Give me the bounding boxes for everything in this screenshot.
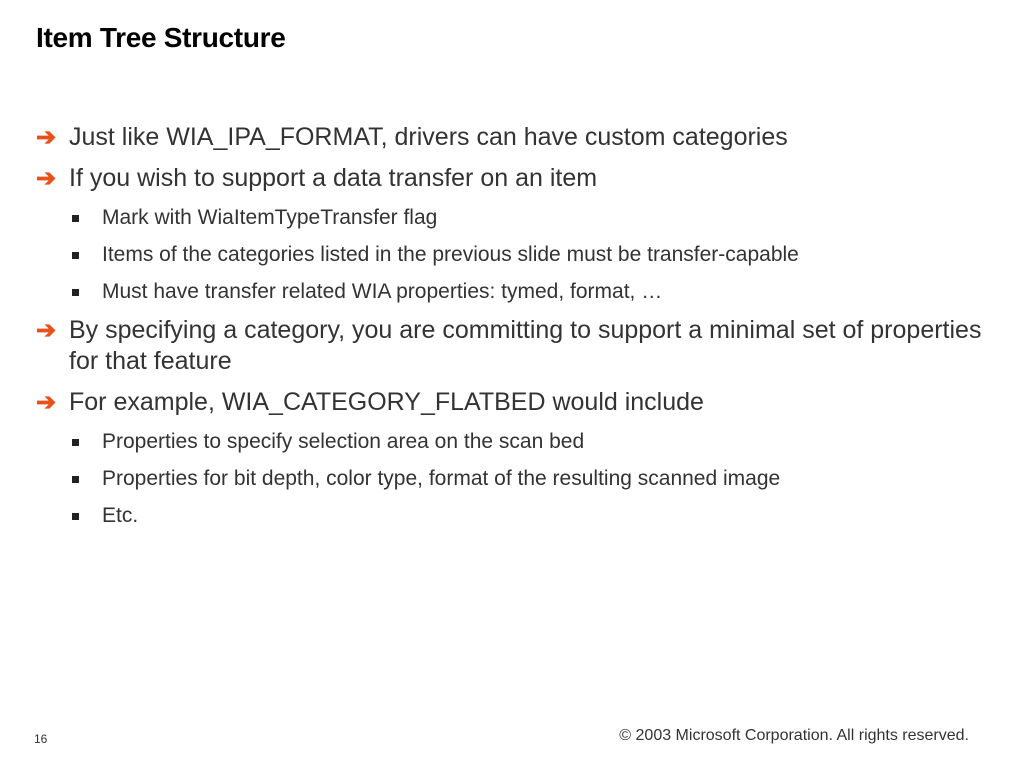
sub-bullet-item bbox=[36, 204, 986, 231]
bullet-item bbox=[36, 387, 986, 418]
bullet-text: Just like WIA_IPA_FORMAT, drivers can have custom categories bbox=[69, 123, 788, 151]
square-bullet-icon bbox=[72, 476, 79, 483]
sub-bullet-item bbox=[36, 465, 986, 492]
bullet-text: If you wish to support a data transfer on an item bbox=[69, 164, 598, 192]
bullet-item bbox=[36, 315, 986, 377]
sub-bullet-text: Mark with WiaItemTypeTransfer flag bbox=[102, 206, 438, 229]
bullet-item bbox=[36, 122, 986, 153]
sub-bullet-item bbox=[36, 502, 986, 529]
square-bullet-icon bbox=[72, 439, 79, 446]
bullet-text: By specifying a category, you are committing to support a minimal set of properties for that feature bbox=[69, 316, 982, 375]
sub-bullet-text: Must have transfer related WIA properties: tymed, format, … bbox=[102, 280, 663, 303]
slide-title: Item Tree Structure bbox=[36, 22, 286, 53]
square-bullet-icon bbox=[72, 215, 79, 222]
square-bullet-icon bbox=[72, 289, 79, 296]
right-arrow-icon: ➔ bbox=[36, 124, 57, 151]
bullet-item bbox=[36, 163, 986, 194]
sub-bullet-text: Properties for bit depth, color type, format of the resulting scanned image bbox=[102, 467, 781, 490]
right-arrow-icon: ➔ bbox=[36, 317, 57, 344]
sub-bullet-text: Items of the categories listed in the previous slide must be transfer-capable bbox=[102, 243, 799, 266]
sub-bullet-item bbox=[36, 241, 986, 268]
sub-bullet-text: Etc. bbox=[102, 504, 139, 527]
square-bullet-icon bbox=[72, 513, 79, 520]
bullet-text: For example, WIA_CATEGORY_FLATBED would include bbox=[69, 388, 704, 416]
right-arrow-icon: ➔ bbox=[36, 389, 57, 416]
right-arrow-icon: ➔ bbox=[36, 165, 57, 192]
copyright-notice: © 2003 Microsoft Corporation. All rights reserved. bbox=[619, 727, 969, 744]
page-number: 16 bbox=[34, 732, 48, 746]
bullet-list bbox=[36, 122, 986, 529]
square-bullet-icon bbox=[72, 252, 79, 259]
sub-bullet-item bbox=[36, 428, 986, 455]
sub-bullet-text: Properties to specify selection area on the scan bed bbox=[102, 430, 585, 453]
sub-bullet-item bbox=[36, 278, 986, 305]
